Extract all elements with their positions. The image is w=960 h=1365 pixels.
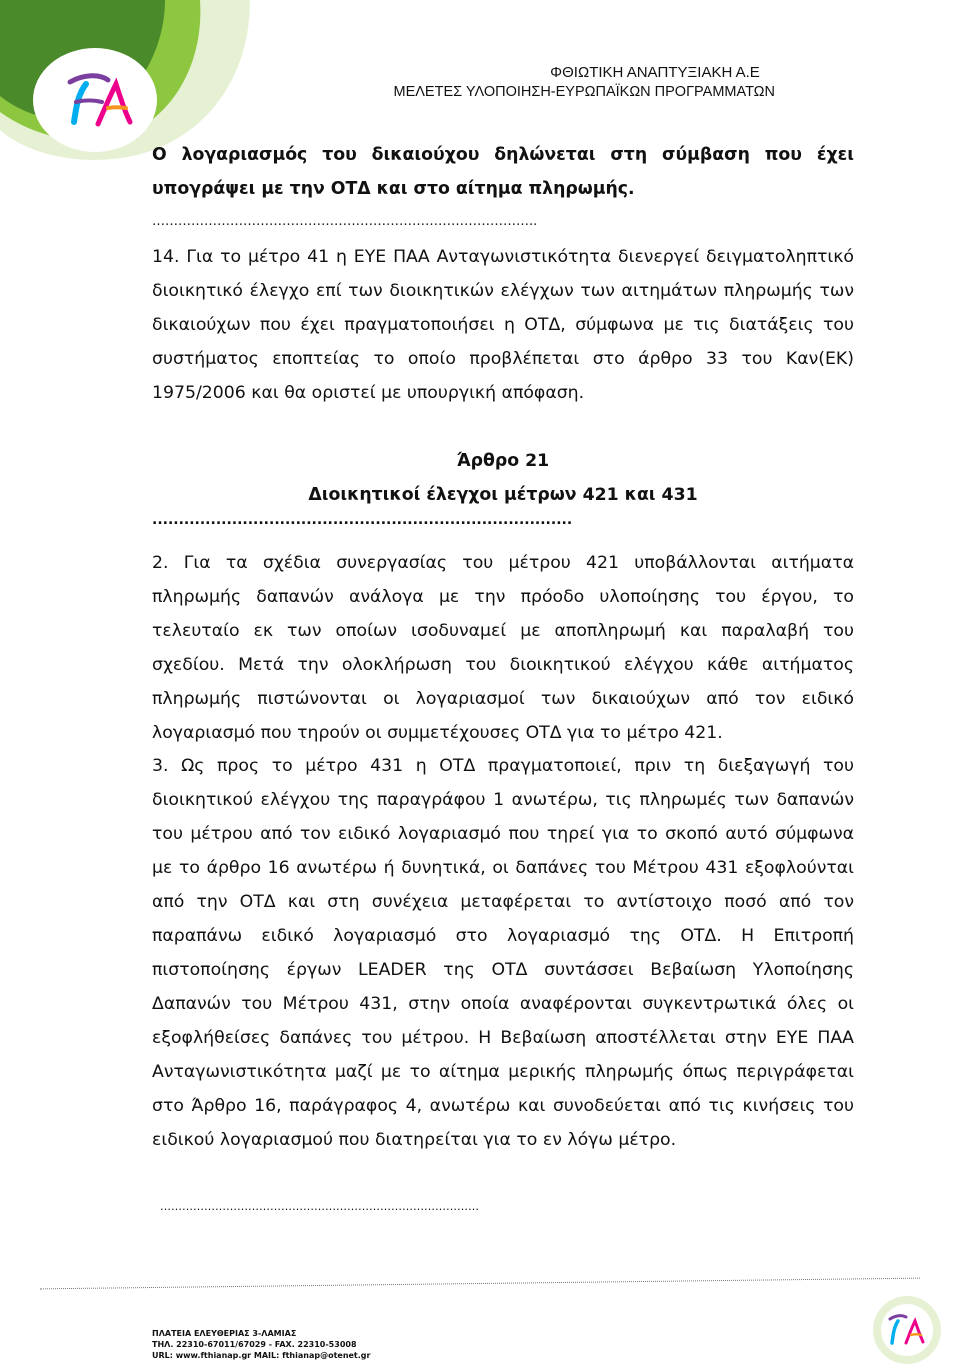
article-title: Άρθρο 21: [456, 451, 550, 471]
intro-paragraph: Ο λογαριασμός του δικαιούχου δηλώνεται στη σύμβαση που έχει υπογράψει με την ΟΤΔ και στο αίτημα πληρωμής.: [152, 145, 854, 199]
paragraph-2: 2. Για τα σχέδια συνεργασίας του μέτρου 421 υποβάλλονται αιτήματα πληρωμής δαπανών ανάλογα με την πρόοδο υλοποίησης του έργου, το τελευταίο εκ των οποίων ισοδυναμεί με αποπληρωμή και παραλαβή του σχεδίου. Μετά την ολοκλήρωση του διοικητικού ελέγχου κάθε αιτήματος πληρωμής πιστώνονται οι λογαριασμοί των δικαιούχων από τον ειδικό λογαριασμό που τηρούν οι συμμετέχουσες ΟΤΔ για το μέτρο 421.: [152, 553, 854, 743]
company-subtitle: ΜΕΛΕΤΕΣ ΥΛΟΠΟΙΗΣΗ-ΕΥΡΩΠΑΪΚΩΝ ΠΡΟΓΡΑΜΜΑΤΩΝ: [393, 84, 775, 100]
footer-phones: ΤΗΛ. 22310-67011/67029 - FAX. 22310-53008: [152, 1340, 357, 1349]
ellipsis-separator: ...............................................................................: [152, 512, 573, 528]
footer-divider: [40, 1278, 920, 1290]
ellipsis-separator: ……………………………………………………………………………..: [152, 214, 538, 229]
fa-company-logo-icon: [64, 70, 134, 130]
footer-url-mail: URL: www.fthianap.gr MAIL: fthianap@otenet.gr: [152, 1351, 371, 1360]
footer-address: ΠΛΑΤΕΙΑ ΕΛΕΥΘΕΡΙΑΣ 3-ΛΑΜΙΑΣ: [152, 1329, 297, 1338]
article-subtitle: Διοικητικοί έλεγχοι μέτρων 421 και 431: [308, 485, 698, 505]
paragraph-3: 3. Ως προς το μέτρο 431 η ΟΤΔ πραγματοποιεί, πριν τη διεξαγωγή του διοικητικού ελέγχου της παραγράφου 1 ανωτέρω, τις πληρωμές των δαπανών του μέτρου από τον ειδικό λογαριασμό που τηρεί για το σκοπό αυτό σύμφωνα με το άρθρο 16 ανωτέρω ή δυνητικά, οι δαπάνες του Μέτρου 431 εξοφλούνται από την ΟΤΔ και στη συνέχεια μεταφέρεται το αντίστοιχο ποσό από τον παραπάνω ειδικό λογαριασμό στο λογαριασμό της ΟΤΔ. Η Επιτροπή πιστοποίησης έργων LEADER της ΟΤΔ συντάσσει Βεβαίωση Υλοποίησης Δαπανών του Μέτρου 431, στην οποία αναφέρονται συγκεντρωτικά όλες οι εξοφλήθείσες δαπάνες του μέτρου. Η Βεβαίωση αποστέλλεται στην ΕΥΕ ΠΑΑ Ανταγωνιστικότητα μαζί με το αίτημα μερικής πληρωμής όπως περιγράφεται στο Άρθρο 16, παράγραφος 4, ανωτέρω και συνοδεύεται από τις κινήσεις του ειδικού λογαριασμού που διατηρείται για το εν λόγω μέτρο.: [152, 756, 854, 1150]
paragraph-14: 14. Για το μέτρο 41 η ΕΥΕ ΠΑΑ Ανταγωνιστικότητα διενεργεί δειγματοληπτικό διοικητικό έλεγχο επί των διοικητικών ελέγχων των αιτημάτων πληρωμής των δικαιούχων που έχει πραγματοποιήσει η ΟΤΔ, σύμφωνα με τις διατάξεις του συστήματος εποπτείας το οποίο προβλέπεται στο άρθρο 33 του Καν(ΕΚ) 1975/2006 και θα οριστεί με υπουργική απόφαση.: [152, 247, 854, 403]
footer-contact: [152, 1328, 370, 1361]
company-name: ΦΘΙΩΤΙΚΗ ΑΝΑΠΤΥΞΙΑΚΗ Α.Ε: [550, 64, 760, 81]
ellipsis-separator: ……………………………………………………………………………: [160, 1200, 479, 1213]
fa-company-logo-small-icon: [872, 1295, 942, 1365]
